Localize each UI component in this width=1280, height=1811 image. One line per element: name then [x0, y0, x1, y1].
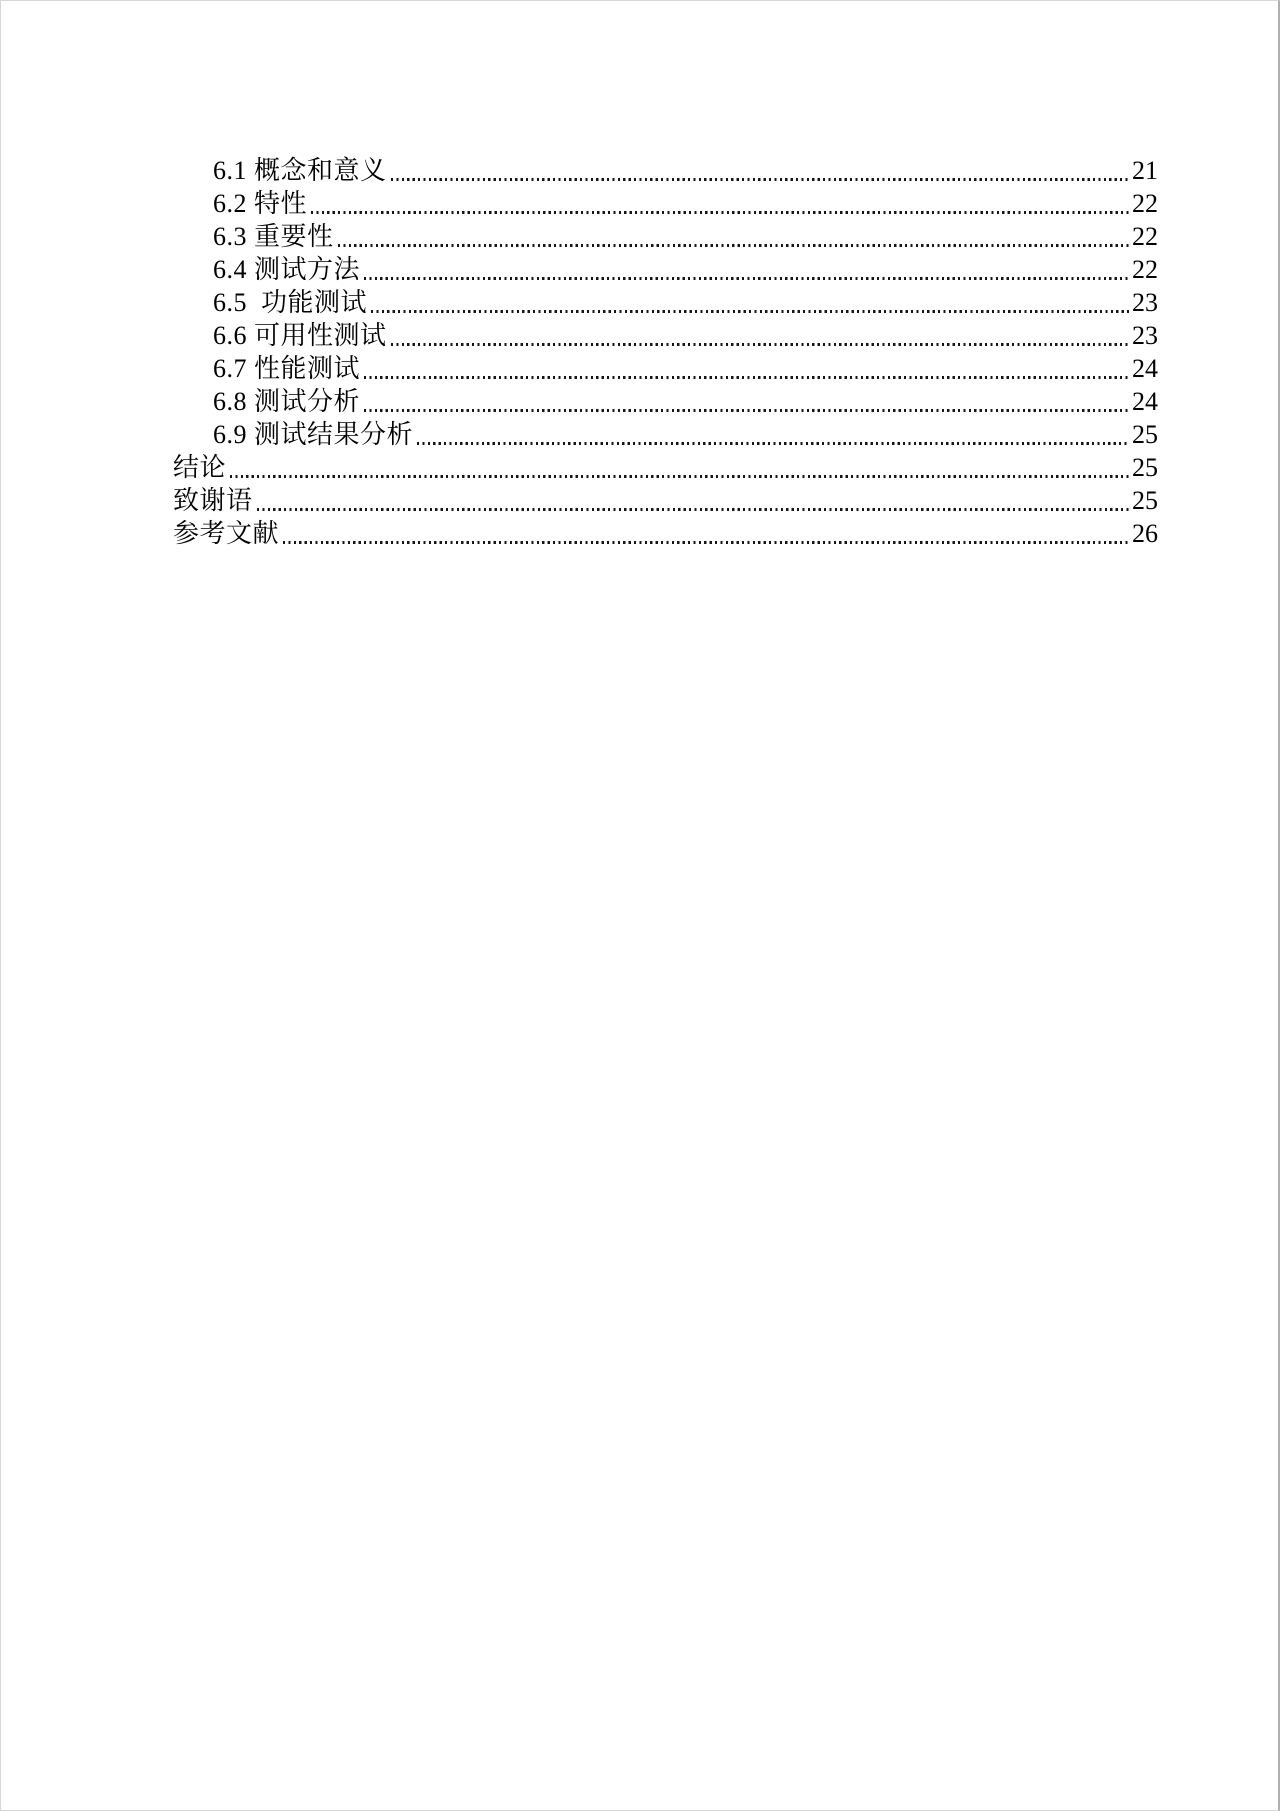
toc-entry-label: 参考文献	[173, 519, 280, 548]
toc-entry[interactable]	[173, 187, 1158, 220]
dot-leader	[311, 211, 1129, 213]
toc-entry-page: 24	[1132, 354, 1158, 383]
dot-leader	[391, 343, 1129, 345]
toc-entry-label: 结论	[173, 453, 227, 482]
toc-entry[interactable]	[173, 385, 1158, 418]
toc-entry-label: 6.9 测试结果分析	[213, 420, 414, 449]
dot-leader	[371, 310, 1129, 312]
dot-leader	[364, 376, 1129, 378]
toc-entry-page: 22	[1132, 189, 1158, 218]
toc-entry-page: 25	[1132, 420, 1158, 449]
toc-entry-page: 26	[1132, 519, 1158, 548]
toc-entry[interactable]	[173, 517, 1158, 550]
dot-leader	[391, 178, 1129, 180]
toc-entry-page: 25	[1132, 453, 1158, 482]
toc-entry-label: 6.5 功能测试	[213, 288, 368, 317]
toc-entry-label: 致谢语	[173, 486, 253, 515]
toc-entry[interactable]	[173, 418, 1158, 451]
toc-entry[interactable]	[173, 286, 1158, 319]
toc-entry-label: 6.1 概念和意义	[213, 156, 387, 185]
toc-entry-page: 25	[1132, 486, 1158, 515]
toc-entry[interactable]	[173, 451, 1158, 484]
toc-entry-label: 6.4 测试方法	[213, 255, 361, 284]
toc-list	[173, 154, 1158, 550]
toc-entry-page: 23	[1132, 321, 1158, 350]
toc-entry-page: 22	[1132, 255, 1158, 284]
toc-entry[interactable]	[173, 220, 1158, 253]
dot-leader	[417, 442, 1129, 444]
toc-entry-page: 24	[1132, 387, 1158, 416]
toc-entry-page: 23	[1132, 288, 1158, 317]
toc-entry-label: 6.6 可用性测试	[213, 321, 387, 350]
toc-entry-label: 6.2 特性	[213, 189, 308, 218]
dot-leader	[257, 508, 1129, 510]
dot-leader	[364, 277, 1129, 279]
toc-entry[interactable]	[173, 253, 1158, 286]
dot-leader	[338, 244, 1129, 246]
toc-entry[interactable]	[173, 154, 1158, 187]
toc-entry[interactable]	[173, 319, 1158, 352]
toc-entry-page: 22	[1132, 222, 1158, 251]
toc-entry[interactable]	[173, 352, 1158, 385]
dot-leader	[364, 409, 1129, 411]
dot-leader	[283, 541, 1129, 543]
dot-leader	[230, 475, 1129, 477]
toc-entry-label: 6.3 重要性	[213, 222, 334, 251]
toc-entry[interactable]	[173, 484, 1158, 517]
toc-entry-label: 6.8 测试分析	[213, 387, 361, 416]
toc-entry-label: 6.7 性能测试	[213, 354, 361, 383]
toc-entry-page: 21	[1132, 156, 1158, 185]
